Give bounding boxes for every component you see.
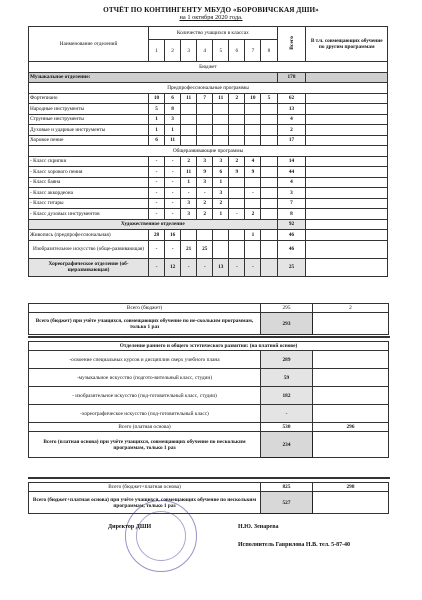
grade-cell: 3 [197,156,213,167]
grade-cell: 2 [245,209,261,220]
art-dept-label: Художественное отделение [29,219,278,230]
row-combined [306,125,388,136]
paid-row-combined [313,369,389,387]
preprof-rows [29,93,388,146]
paid-row-total: 59 [261,369,313,387]
paid-total-value: 530 [261,423,313,432]
grade-cell: - [149,209,165,220]
grade-cell: 1 [149,114,165,125]
divider [28,477,390,479]
grade-number: 6 [229,40,245,62]
grade-cell [261,135,277,146]
grade-number: 7 [245,40,261,62]
executor-line: Исполнитель Гаврилова Н.В. тел. 5-87-40 [238,542,351,548]
grade-cell [197,104,213,115]
grade-cell: - [149,177,165,188]
grade-cell [181,114,197,125]
paid-title: Отделение раннего и общего эстетического развития: (на платной основе) [29,342,389,351]
grade-cell [245,104,261,115]
paid-combined-value: 296 [313,423,389,432]
school-stamp-inner [136,511,186,561]
col-header-total: Всего [277,27,306,62]
grade-cell: 11 [181,93,197,104]
row-total: 4 [277,114,306,125]
grade-cell [261,188,277,199]
grade-cell: 3 [165,114,181,125]
row-total: 13 [277,104,306,115]
art-rows [29,230,388,259]
grade-cell: 12 [165,258,181,276]
grade-cell: 28 [149,230,165,241]
choreo-dept-label: Хореографическое отделение (об-щеразвивающая) [29,258,149,276]
grade-cell: 8 [165,104,181,115]
grade-cell [213,135,229,146]
row-combined [306,104,388,115]
row-total: 17 [277,135,306,146]
grade-cell: 25 [197,240,213,258]
grade-cell [261,230,277,241]
grade-cell: - [165,167,181,178]
grade-cell: 6 [165,93,181,104]
grade-cell: - [165,188,181,199]
grade-cell [181,104,197,115]
grade-cell [213,104,229,115]
paid-row [29,369,389,387]
grade-cell: 1 [213,209,229,220]
table-row [29,209,388,220]
grade-cell: - [149,188,165,199]
paid-single-value: 234 [261,432,313,458]
grade-cell [261,258,277,276]
grade-cell: - [165,177,181,188]
row-name: Изобразительное искусство (обще-развивающая) [29,240,149,258]
paid-row [29,405,389,423]
col-header-dept: Наименование отделений [29,27,149,62]
grade-cell: 1 [213,177,229,188]
paid-table [28,341,389,458]
row-combined [306,114,388,125]
grade-cell: 10 [149,93,165,104]
grade-cell: - [165,240,181,258]
row-total: 44 [277,167,306,178]
grade-number: 4 [197,40,213,62]
grade-cell [229,188,245,199]
budget-total-value: 295 [261,304,313,313]
grade-cell: 7 [197,93,213,104]
grade-cell: 11 [213,93,229,104]
grade-cell [229,177,245,188]
row-total: 14 [277,156,306,167]
grade-cell [213,125,229,136]
row-name: Народные инструменты [29,104,149,115]
row-combined [306,198,388,209]
grade-cell [213,230,229,241]
grade-cell [245,135,261,146]
grade-cell: - [229,209,245,220]
table-row [29,93,388,104]
grade-cell: - [181,258,197,276]
grade-cell: - [149,156,165,167]
grade-cell [261,240,277,258]
grade-cell: 13 [213,258,229,276]
music-dept-label: Музыкальное отделение: [29,72,278,83]
grade-cell [197,125,213,136]
grade-cell [213,114,229,125]
row-name: - Класс духовых инструментов [29,209,149,220]
grand-single-label: Всего (бюджет+платная основа) при учёте учащихся, совмещающих обучение по нескольким программам, только 1 раз [29,492,261,514]
budget-total-label: Всего (бюджет) [29,304,261,313]
grade-cell: - [197,188,213,199]
row-total: 8 [277,209,306,220]
grade-cell [261,198,277,209]
col-header-combined: В т.ч. совмещающих обучение по другим программам [306,27,388,62]
row-total: 3 [277,188,306,199]
music-dept-total: 178 [277,72,306,83]
row-combined [306,258,388,276]
row-total: 46 [277,230,306,241]
paid-row-total: 182 [261,387,313,405]
general-rows [29,156,388,219]
grand-total-value: 825 [261,483,313,492]
grade-cell: - [245,258,261,276]
row-name: Живопись (предпрофессиональная) [29,230,149,241]
grade-number: 8 [261,40,277,62]
grade-cell: 9 [197,167,213,178]
row-combined [306,209,388,220]
grade-cell: - [197,258,213,276]
table-row [29,167,388,178]
grade-cell [261,167,277,178]
grade-cell [181,125,197,136]
grade-cell: 21 [181,240,197,258]
paid-row-name: -освоение специальных курсов и дисциплин сверх учебного плана [29,351,261,369]
grade-cell [261,125,277,136]
table-row [29,156,388,167]
grade-cell: 6 [213,167,229,178]
row-combined [306,230,388,241]
grand-combined-value: 298 [313,483,389,492]
table-row [29,198,388,209]
row-total: 7 [277,198,306,209]
grade-cell: - [181,188,197,199]
grade-cell: - [149,167,165,178]
paid-rows [29,351,389,423]
art-dept-total: 92 [277,219,306,230]
budget-summary [28,303,389,335]
grade-cell: 3 [181,209,197,220]
grade-cell: 2 [197,209,213,220]
grade-cell: 1 [149,125,165,136]
grade-cell: 16 [165,230,181,241]
col-header-grades: Количество учащихся в классах [149,27,278,40]
grade-cell [229,104,245,115]
section-preprof: Предпрофессиональные программы [29,83,388,94]
row-name: - Класс хорового пения [29,167,149,178]
report-title: ОТЧЁТ ПО КОНТИНГЕНТУ МБУДО «БОРОВИЧСКАЯ ДШИ» [103,6,319,14]
table-row [29,114,388,125]
paid-row-combined [313,351,389,369]
row-name: - Класс аккордеона [29,188,149,199]
row-combined [306,135,388,146]
paid-row-total: 289 [261,351,313,369]
table-row [29,104,388,115]
row-name: - Класс скрипки [29,156,149,167]
row-total: 4 [277,177,306,188]
grade-cell [245,198,261,209]
choreo-row [29,258,388,276]
grade-cell: 2 [213,198,229,209]
grade-cell [197,230,213,241]
paid-row-combined [313,387,389,405]
row-combined [306,93,388,104]
grade-cell [229,125,245,136]
row-name: Фортепиано [29,93,149,104]
paid-row-name: -хореографическое искусство (под-готовительный класс) [29,405,261,423]
grade-cell: 3 [213,156,229,167]
grade-cell [245,240,261,258]
paid-row-name: -музыкальное искусство (подгото-вительный класс, студии) [29,369,261,387]
grade-cell [197,135,213,146]
grade-cell: 11 [165,135,181,146]
grade-cell: 6 [149,135,165,146]
table-row [29,230,388,241]
paid-row-combined [313,405,389,423]
grade-cell [245,125,261,136]
grade-cell: 1 [181,177,197,188]
row-combined [306,188,388,199]
grade-cell: 5 [261,93,277,104]
row-combined [306,156,388,167]
table-row [29,188,388,199]
grade-cell: 3 [197,177,213,188]
grade-cell [181,230,197,241]
director-label: Директор ДШИ [108,524,152,530]
grade-number: 1 [149,40,165,62]
grade-cell [261,104,277,115]
grade-cell [229,240,245,258]
paid-row-total: - [261,405,313,423]
budget-single-value: 293 [261,313,313,335]
grade-cell [261,156,277,167]
grade-cell: 3 [181,198,197,209]
choreo-total: 25 [277,258,306,276]
grade-cell [229,114,245,125]
grade-cell: 1 [245,230,261,241]
budget-single-label: Всего (бюджет) при учёте учащихся, совмещающих обучение по не-скольким программам, только 1 раз [29,313,261,335]
grand-total-label: Всего (бюджет+платная основа) [29,483,261,492]
grand-single-value: 527 [261,492,313,514]
row-combined [306,240,388,258]
grade-cell [213,240,229,258]
grade-number: 2 [165,40,181,62]
grade-cell: 11 [181,167,197,178]
grade-cell: 2 [181,156,197,167]
row-name: Струнные инструменты [29,114,149,125]
paid-row [29,387,389,405]
row-name: Хоровое пение [29,135,149,146]
row-name: - Класс баяна [29,177,149,188]
grade-cell [245,177,261,188]
grade-cell: 10 [245,93,261,104]
grade-cell [261,114,277,125]
grade-cell: 3 [213,188,229,199]
row-total: 2 [277,125,306,136]
grade-cell [245,114,261,125]
budget-combined-value: 2 [313,304,389,313]
director-name: Н.Ю. Зенарева [238,524,279,530]
grade-cell: - [245,188,261,199]
grade-cell: - [165,198,181,209]
grand-table [28,482,389,514]
paid-single-label: Всего (платная основа) при учёте учащихся, совмещающих обучение по нескольким программам, только 1 раз [29,432,261,458]
grade-cell: 2 [229,93,245,104]
grade-cell: - [165,209,181,220]
divider [28,336,390,338]
grade-cell: - [149,240,165,258]
section-general: Общеразвивающие программы [29,146,388,157]
grade-cell: 1 [165,125,181,136]
grade-number: 3 [181,40,197,62]
grade-cell: 5 [149,104,165,115]
grade-cell [229,135,245,146]
grade-cell: 2 [229,156,245,167]
row-combined [306,177,388,188]
row-combined [306,167,388,178]
grade-cell [181,135,197,146]
grade-number: 5 [213,40,229,62]
paid-row [29,351,389,369]
grade-cell: 9 [245,167,261,178]
grade-cell: - [149,198,165,209]
section-budget: Бюджет [29,62,388,73]
row-total: 46 [277,240,306,258]
paid-total-label: Всего (платная основа) [29,423,261,432]
table-row [29,125,388,136]
row-name: Духовые и ударные инструменты [29,125,149,136]
paid-row-name: - изобразительное искусство (под-готовительный класс, студии) [29,387,261,405]
row-name: - Класс гитары [29,198,149,209]
row-total: 62 [277,93,306,104]
grade-cell [197,114,213,125]
grade-cell: - [165,156,181,167]
table-row [29,135,388,146]
grade-cell [229,198,245,209]
table-row [29,240,388,258]
grade-cell: 9 [229,167,245,178]
grade-cell [261,209,277,220]
grade-cell: 4 [245,156,261,167]
report-date: на 1 октября 2020 года. [179,14,243,21]
grade-cell: - [149,258,165,276]
grade-cell: - [229,258,245,276]
grade-cell [229,230,245,241]
table-row [29,177,388,188]
grade-cell: 2 [197,198,213,209]
grade-cell [261,177,277,188]
contingent-table [28,26,388,277]
